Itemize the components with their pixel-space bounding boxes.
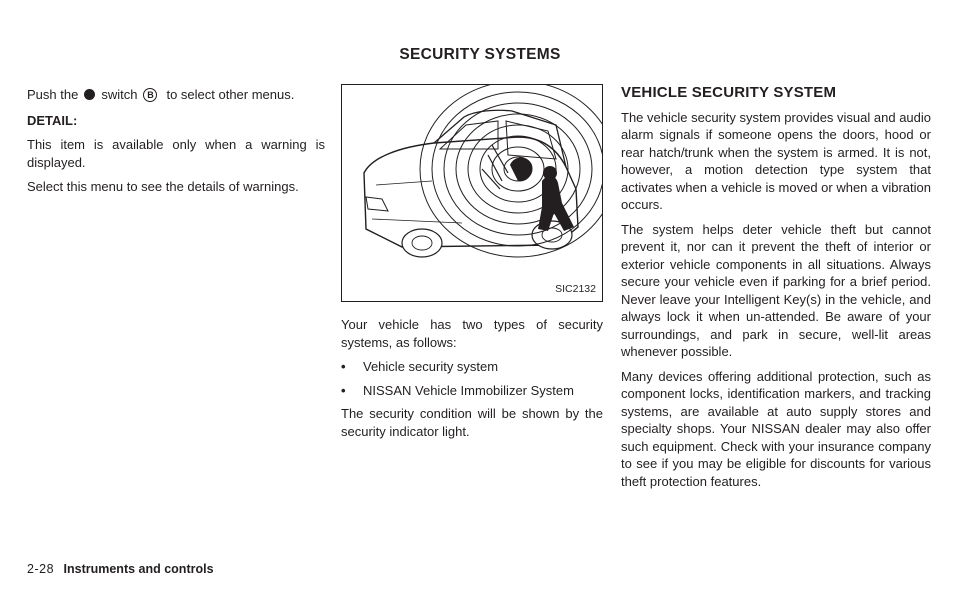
filled-dot-icon [84, 89, 95, 100]
footer-section: Instruments and controls [63, 562, 214, 576]
push-text-post: to select other menus. [166, 87, 295, 102]
circled-b-icon: B [143, 88, 157, 102]
page-number: 2-28 [27, 562, 55, 576]
bullet-text: Vehicle security system [363, 359, 499, 374]
car-alarm-illustration [342, 85, 602, 301]
push-text-pre: Push the [27, 87, 79, 102]
bullet-icon: • [341, 382, 346, 398]
detail-text: This item is available only when a warning is displayed. [27, 137, 325, 170]
detail-label: DETAIL: [27, 112, 78, 128]
section-heading: VEHICLE SECURITY SYSTEM [621, 84, 837, 101]
list-item [341, 358, 603, 376]
list-item [341, 382, 603, 400]
bullet-text: NISSAN Vehicle Immobilizer System [363, 382, 574, 398]
page-footer [27, 562, 214, 576]
paragraph: The system helps deter vehicle theft but cannot prevent it, nor can it prevent the theft of interior or exterior vehicle components in all situations. Always secure your vehicle even if parking for a brief period. Never leave your Intelligent Key(s) in the vehicle, and always lock it when un-attended. Be aware of your surroundings, and park in secure, well-lit areas whenever possible. [621, 221, 931, 359]
closing-text: The security condition will be shown by the security indicator light. [341, 406, 603, 439]
intro-text: Your vehicle has two types of security systems, as follows: [341, 317, 603, 350]
page-title: SECURITY SYSTEMS [399, 46, 561, 63]
middle-column [341, 84, 603, 447]
paragraph: Many devices offering additional protection, such as component locks, identification markers, and tracking systems, are available at auto supply stores and specialty shops. Your NISSAN dealer may also offer such equipment. Check with your insurance company to see if you may be eligible for discounts for various theft protection features. [621, 368, 931, 489]
paragraph: The vehicle security system provides visual and audio alarm signals if someone opens the doors, hood or rear hatch/trunk when the system is armed. It is not, however, a motion detection type system that activates when a vehicle is moved or when a vibration occurs. [621, 109, 931, 212]
push-instruction [27, 86, 325, 104]
select-text: Select this menu to see the details of warnings. [27, 179, 299, 194]
bullet-icon: • [341, 359, 346, 374]
right-column [621, 84, 931, 497]
figure-caption: SIC2132 [555, 282, 596, 295]
security-figure [341, 84, 603, 302]
push-text-mid: switch [101, 87, 138, 102]
left-column [27, 86, 325, 203]
